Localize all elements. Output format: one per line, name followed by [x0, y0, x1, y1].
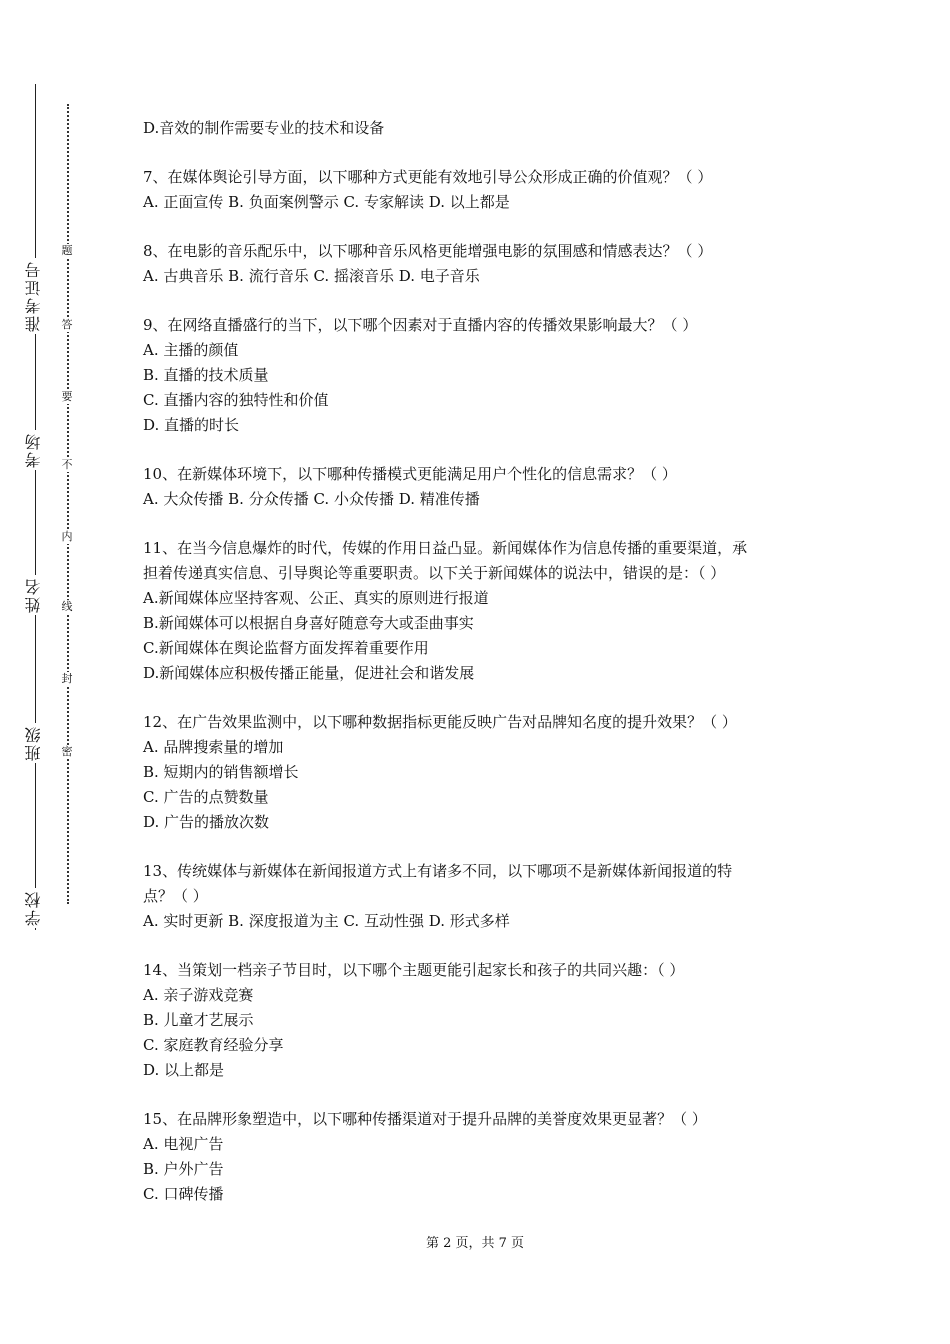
question-block — [143, 958, 813, 1083]
question-line: A. 实时更新 B. 深度报道为主 C. 互动性强 D. 形式多样 — [143, 912, 510, 930]
question-line: A. 主播的颜值 — [143, 341, 239, 359]
question-text: 13、传统媒体与新媒体在新闻报道方式上有诸多不同，以下哪项不是新媒体新闻报道的特 — [143, 862, 733, 880]
field-exam-room: 考场 — [24, 432, 43, 468]
question-line: 担着传递真实信息、引导舆论等重要职责。以下关于新闻媒体的说法中，错误的是：（ ） — [143, 564, 726, 582]
seal-char: 答 — [61, 318, 73, 331]
exam-content — [143, 116, 813, 1207]
question-line: C.新闻媒体在舆论监督方面发挥着重要作用 — [143, 639, 429, 657]
question-line: A. 正面宣传 B. 负面案例警示 C. 专家解读 D. 以上都是 — [143, 193, 510, 211]
question-block — [143, 116, 813, 141]
seal-char: 密 — [61, 745, 73, 758]
seal-char: 要 — [61, 390, 73, 403]
question-line: B. 儿童才艺展示 — [143, 1011, 254, 1029]
seal-char: 不 — [61, 458, 73, 471]
question-block — [143, 462, 813, 512]
seal-char: 题 — [61, 244, 73, 257]
seal-char: 内 — [61, 530, 73, 543]
question-block — [143, 165, 813, 215]
question-line: A. 电视广告 — [143, 1135, 224, 1153]
question-text: 9、在网络直播盛行的当下，以下哪个因素对于直播内容的传播效果影响最大？（ ） — [143, 316, 698, 334]
question-block — [143, 313, 813, 438]
seal-char: 线 — [61, 600, 73, 613]
question-text: 8、在电影的音乐配乐中，以下哪种音乐风格更能增强电影的氛围感和情感表达？（ ） — [143, 242, 713, 260]
binding-solid-line — [35, 84, 36, 930]
question-block — [143, 859, 813, 934]
question-line: A. 古典音乐 B. 流行音乐 C. 摇滚音乐 D. 电子音乐 — [143, 267, 480, 285]
question-text: D.音效的制作需要专业的技术和设备 — [143, 119, 385, 137]
question-line: B. 户外广告 — [143, 1160, 224, 1178]
question-line: 点？（ ） — [143, 887, 208, 905]
field-name: 姓名 — [24, 577, 43, 613]
question-block — [143, 1107, 813, 1207]
seal-char: 封 — [61, 672, 73, 685]
page-footer: 第 2 页，共 7 页 — [425, 1236, 525, 1251]
question-text: 12、在广告效果监测中，以下哪种数据指标更能反映广告对品牌知名度的提升效果？（ ） — [143, 713, 737, 731]
question-block — [143, 536, 813, 686]
question-line: D. 直播的时长 — [143, 416, 240, 434]
question-line: B. 直播的技术质量 — [143, 366, 269, 384]
question-line: A. 品牌搜索量的增加 — [143, 738, 284, 756]
question-text: 11、在当今信息爆炸的时代，传媒的作用日益凸显。新闻媒体作为信息传播的重要渠道，承 — [143, 539, 748, 557]
seal-dotted-line — [67, 104, 69, 904]
question-line: A.新闻媒体应坚持客观、公正、真实的原则进行报道 — [143, 589, 489, 607]
question-line: A. 亲子游戏竞赛 — [143, 986, 254, 1004]
question-block — [143, 710, 813, 835]
question-line: B. 短期内的销售额增长 — [143, 763, 299, 781]
question-line: D. 以上都是 — [143, 1061, 225, 1079]
question-text: 14、当策划一档亲子节目时，以下哪个主题更能引起家长和孩子的共同兴趣：（ ） — [143, 961, 685, 979]
question-line: C. 口碑传播 — [143, 1185, 224, 1203]
question-line: B.新闻媒体可以根据自身喜好随意夸大或歪曲事实 — [143, 614, 474, 632]
question-line: C. 广告的点赞数量 — [143, 788, 269, 806]
binding-margin — [0, 0, 110, 1344]
field-exam-id: 准考证号 — [24, 260, 43, 332]
question-line: A. 大众传播 B. 分众传播 C. 小众传播 D. 精准传播 — [143, 490, 480, 508]
question-line: D. 广告的播放次数 — [143, 813, 270, 831]
field-school: 学校 — [24, 890, 43, 926]
question-block — [143, 239, 813, 289]
question-text: 15、在品牌形象塑造中，以下哪种传播渠道对于提升品牌的美誉度效果更显著？（ ） — [143, 1110, 707, 1128]
question-line: C. 家庭教育经验分享 — [143, 1036, 284, 1054]
field-class: 班级 — [24, 725, 43, 761]
question-text: 10、在新媒体环境下，以下哪种传播模式更能满足用户个性化的信息需求？（ ） — [143, 465, 677, 483]
question-line: D.新闻媒体应积极传播正能量，促进社会和谐发展 — [143, 664, 475, 682]
question-line: C. 直播内容的独特性和价值 — [143, 391, 329, 409]
question-text: 7、在媒体舆论引导方面，以下哪种方式更能有效地引导公众形成正确的价值观？（ ） — [143, 168, 713, 186]
